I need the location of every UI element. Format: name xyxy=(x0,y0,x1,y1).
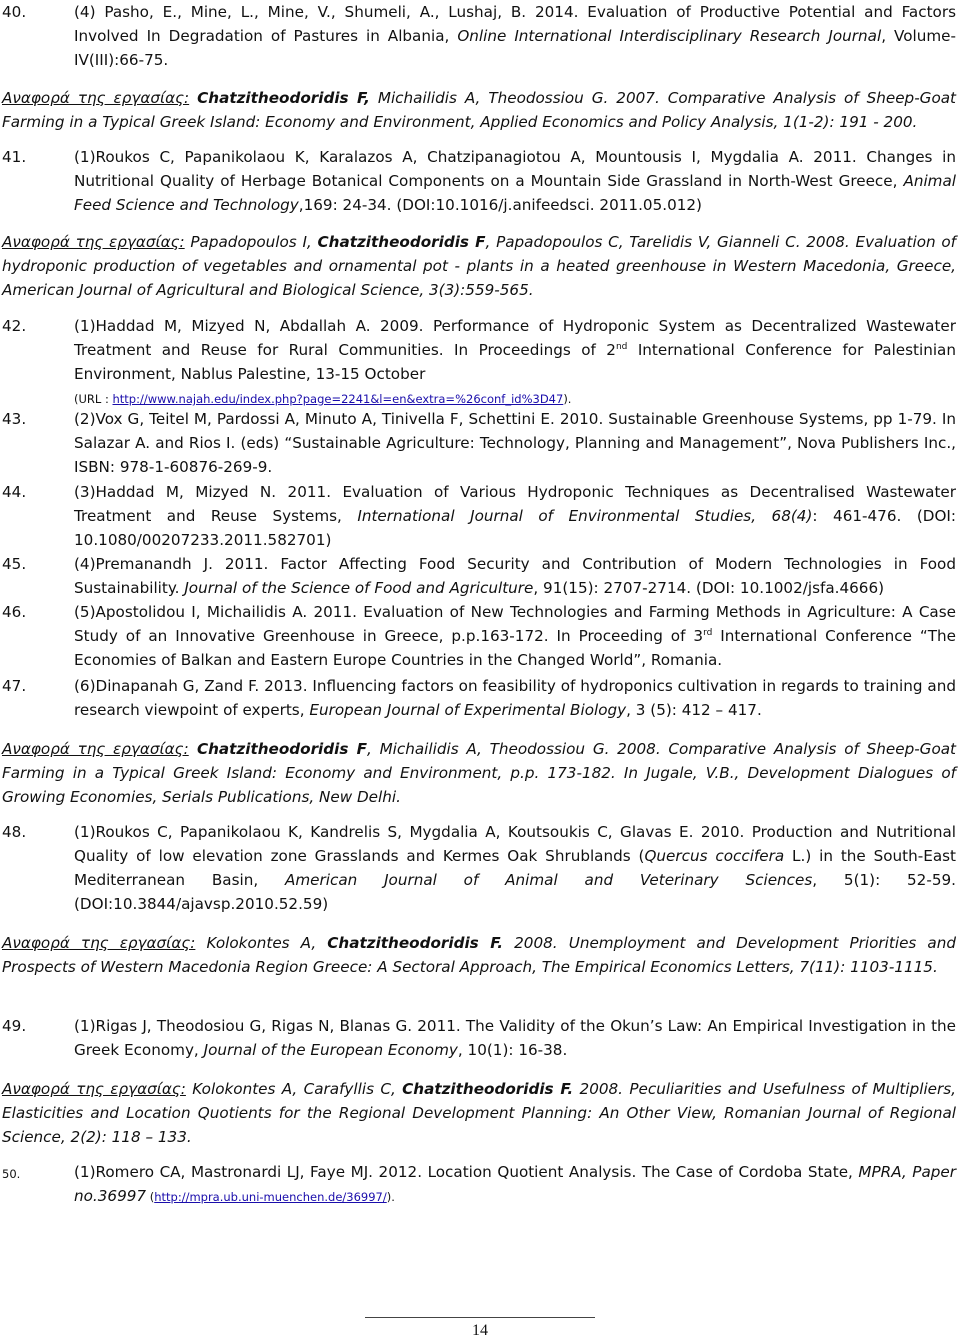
entry-text: (5)Apostolidou I, Michailidis A. 2011. Evaluation of New Technologies and Farming Methods in Agriculture: A Case Study of an Innovative Greenhouse in Greece, p.p.163-172. In Proceeding of 3 xyxy=(74,603,956,645)
reference-entry-46 xyxy=(2,600,956,672)
citation-pre: Papadopoulos I, xyxy=(184,233,318,251)
journal-title: European Journal of Experimental Biology xyxy=(309,701,627,719)
entry-body xyxy=(74,314,956,411)
entry-number: 50. xyxy=(2,1167,21,1181)
journal-title: Journal of the European Economy xyxy=(203,1041,458,1059)
entry-body xyxy=(74,600,956,672)
entry-body xyxy=(74,0,956,72)
highlighted-author: Chatzitheodoridis F xyxy=(188,740,367,758)
entry-text: (1)Haddad M, Mizyed N, Abdallah A. 2009. Performance of Hydroponic System as Decentralized Wastewater Treatment and Reuse for Rural Communities. In Proceedings of 2 xyxy=(74,317,956,359)
url-label: (URL : xyxy=(74,392,113,406)
entry-text-2: International Conference for Palestinian Environment, Nablus Palestine, 13-15 October xyxy=(74,341,956,383)
highlighted-author: Chatzitheodoridis F, xyxy=(197,89,370,107)
entry-body xyxy=(74,1160,956,1209)
citation-block-4 xyxy=(2,931,956,979)
citation-text: , Papadopoulos C, Tarelidis V, Gianneli C. 2008. Evaluation of hydroponic production of vegetables and ornamental pot - plants in a heated greenhouse in Western Macedonia, Greece, American Journal of Agricultural and Biological Science, 3(3):559-565. xyxy=(2,233,956,299)
entry-tail: , 10(1): 16-38. xyxy=(457,1041,568,1059)
citation-label: Αναφορά της εργασίας: xyxy=(2,233,185,251)
entry-number: 49. xyxy=(2,1017,27,1035)
journal-title: International Journal of Environmental Studies, 68(4) xyxy=(357,507,813,525)
entry-tail: , 5(1): 52-59. (DOI:10.3844/ajavsp.2010.52.59) xyxy=(74,871,956,913)
entry-number: 48. xyxy=(2,823,27,841)
reference-entry-45 xyxy=(2,552,956,600)
journal-title: Animal Feed Science and Technology xyxy=(74,172,956,214)
entry-text-2: International Conference “The Economies of Balkan and Eastern Europe Countries in the Changed World”, Romania. xyxy=(74,627,956,669)
reference-entry-44 xyxy=(2,480,956,552)
entry-tail: : 461-476. (DOI: 10.1080/00207233.2011.582701) xyxy=(74,507,956,549)
entry-number: 43. xyxy=(2,410,27,428)
url-tail: ). xyxy=(386,1190,395,1204)
url-link[interactable]: http://www.najah.edu/index.php?page=2241&l=en&extra=%26conf_id%3D47 xyxy=(112,392,564,406)
entry-body xyxy=(74,552,956,600)
citation-block-2 xyxy=(2,230,956,302)
superscript: rd xyxy=(703,628,713,638)
entry-tail: , 91(15): 2707-2714. (DOI: 10.1002/jsfa.4666) xyxy=(533,579,885,597)
citation-label: Αναφορά της εργασίας: xyxy=(2,1080,186,1098)
reference-entry-48 xyxy=(2,820,956,916)
entry-number: 41. xyxy=(2,148,27,166)
reference-entry-42 xyxy=(2,314,956,411)
journal-title: American Journal of Animal and Veterinary Sciences xyxy=(284,871,813,889)
citation-label: Αναφορά της εργασίας: xyxy=(2,89,190,107)
entry-text: (1)Rigas J, Theodosiou G, Rigas N, Blanas G. 2011. The Validity of the Okun’s Law: An Empirical Investigation in the Greek Economy, xyxy=(74,1017,956,1059)
reference-entry-40 xyxy=(2,0,956,72)
footer-divider xyxy=(365,1317,595,1318)
entry-text: (6)Dinapanah G, Zand F. 2013. Influencing factors on feasibility of hydroponics cultivation in regards to training and research viewpoint of experts, xyxy=(74,677,956,719)
entry-body xyxy=(74,1014,956,1062)
entry-text: (1)Romero CA, Mastronardi LJ, Faye MJ. 2012. Location Quotient Analysis. The Case of Cordoba State, xyxy=(74,1163,859,1181)
citation-pre: Kolokontes A, xyxy=(195,934,328,952)
citation-text: , Michailidis A, Theodossiou G. 2008. Comparative Analysis of Sheep-Goat Farming in a Typical Greek Island: Economy and Environment, p.p. 173-182. In Jugale, V.B., Development Dialogues of Growing Economies, Serials Publications, New Delhi. xyxy=(2,740,957,806)
entry-number: 42. xyxy=(2,317,27,335)
citation-block-3 xyxy=(2,737,956,809)
citation-text: 2008. Peculiarities and Usefulness of Multipliers, Elasticities and Location Quotients for the Regional Development Planning: An Other View, Romanian Journal of Regional Science, 2(2): 118 – 133. xyxy=(2,1080,956,1146)
citation-text: Michailidis A, Theodossiou G. 2007. Comparative Analysis of Sheep-Goat Farming in a Typical Greek Island: Economy and Environment, Applied Economics and Policy Analysis, 1(1-2): 191 - 200. xyxy=(2,89,957,131)
page-number: 14 xyxy=(472,1322,488,1339)
journal-title: MPRA, Paper no.36997 xyxy=(74,1163,956,1205)
entry-number: 47. xyxy=(2,677,27,695)
entry-body: (2)Vox G, Teitel M, Pardossi A, Minuto A, Tinivella F, Schettini E. 2010. Sustainable Greenhouse Systems, pp 1-79. In Salazar A. and Rios I. (eds) “Sustainable Agriculture: Technology, Planning and Management”, Nova Publishers Inc., ISBN: 978-1-60876-269-9. xyxy=(74,410,956,476)
entry-text: (4) Pasho, E., Mine, L., Mine, V., Shumeli, A., Lushaj, B. 2014. Evaluation of Productive Potential and Factors Involved In Degradation of Pastures in Albania, xyxy=(74,3,956,45)
url-link[interactable]: http://mpra.ub.uni-muenchen.de/36997/ xyxy=(154,1190,387,1204)
entry-text-2: L.) in the South-East Mediterranean Basin, xyxy=(74,847,957,889)
citation-label: Αναφορά της εργασίας: xyxy=(2,740,189,758)
citation-label: Αναφορά της εργασίας: xyxy=(2,934,196,952)
highlighted-author: Chatzitheodoridis F. xyxy=(327,934,504,952)
highlighted-author: Chatzitheodoridis F xyxy=(317,233,486,251)
entry-number: 45. xyxy=(2,555,27,573)
superscript: nd xyxy=(615,342,628,352)
citation-block-1 xyxy=(2,86,956,134)
entry-text: (3)Haddad M, Mizyed N. 2011. Evaluation of Various Hydroponic Techniques as Decentralised Wastewater Treatment and Reuse Systems, xyxy=(74,483,956,525)
citation-pre: Kolokontes A, Carafyllis C, xyxy=(185,1080,403,1098)
url-tail: ). xyxy=(563,392,572,406)
entry-body xyxy=(74,674,956,722)
entry-number: 40. xyxy=(2,3,27,21)
journal-title: Journal of the Science of Food and Agriculture xyxy=(184,579,534,597)
entry-tail: , 3 (5): 412 – 417. xyxy=(626,701,762,719)
reference-entry-47 xyxy=(2,674,956,722)
reference-entry-43 xyxy=(2,407,956,479)
entry-body xyxy=(74,145,956,217)
citation-block-5 xyxy=(2,1077,956,1149)
entry-body xyxy=(74,480,956,552)
entry-tail: , Volume-IV(III):66-75. xyxy=(74,27,956,69)
journal-title: Online International Interdisciplinary Research Journal xyxy=(457,27,882,45)
reference-entry-50 xyxy=(2,1160,956,1209)
reference-entry-49 xyxy=(2,1014,956,1062)
entry-number: 44. xyxy=(2,483,27,501)
url-pre: ( xyxy=(146,1190,155,1204)
citation-text: 2008. Unemployment and Development Priorities and Prospects of Western Macedonia Region Greece: A Sectoral Approach, The Empirical Economics Letters, 7(11): 1103-1115. xyxy=(2,934,956,976)
entry-tail: ,169: 24-34. (DOI:10.1016/j.anifeedsci. 2011.05.012) xyxy=(298,196,702,214)
entry-text: (1)Roukos C, Papanikolaou K, Karalazos A, Chatzipanagiotou A, Mountousis I, Mygdalia A. 2011. Changes in Nutritional Quality of Herbage Botanical Components on a Mountain Side Grassland in North-West Greece, xyxy=(74,148,956,190)
entry-text: (4)Premanandh J. 2011. Factor Affecting Food Security and Contribution of Modern Technologies in Food Sustainability. xyxy=(74,555,956,597)
entry-body xyxy=(74,820,956,916)
entry-number: 46. xyxy=(2,603,27,621)
reference-entry-41 xyxy=(2,145,956,217)
entry-text: (1)Roukos C, Papanikolaou K, Kandrelis S, Mygdalia A, Koutsoukis C, Glavas E. 2010. Production and Nutritional Quality of low elevation zone Grasslands and Kermes Oak Shrublands ( xyxy=(74,823,956,865)
species-name: Quercus coccifera xyxy=(644,847,785,865)
highlighted-author: Chatzitheodoridis F. xyxy=(402,1080,574,1098)
